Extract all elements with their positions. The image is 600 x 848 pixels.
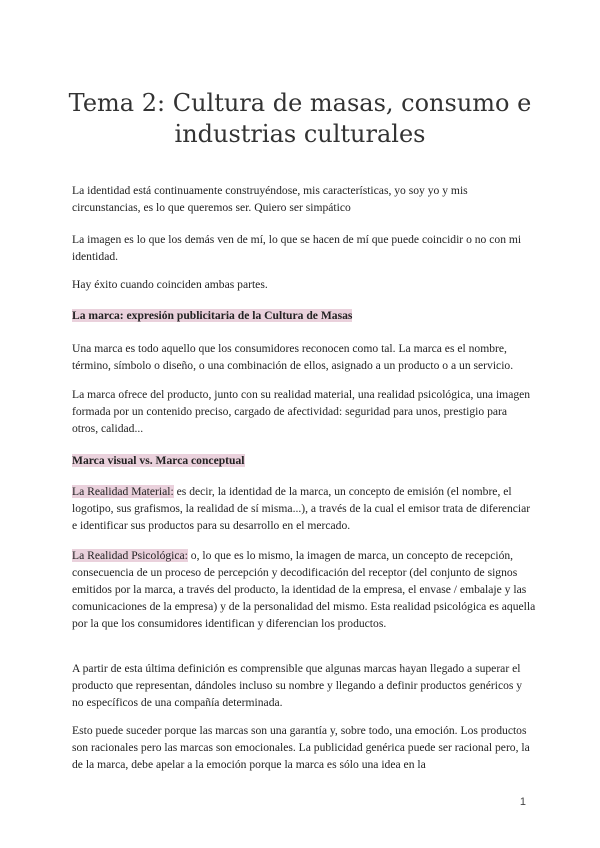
paragraph-text: es decir, la identidad de la marca, un concepto de emisión (el nombre, el logotipo, sus grafismos, la realidad de sí misma...), a través de la cual el emisor trata de diferenciar e identificar sus productos para su desarrollo en el mercado. (72, 485, 531, 532)
term-highlight: La Realidad Psicológica: (72, 549, 188, 562)
page-title: Tema 2: Cultura de masas, consumo e industrias culturales (68, 89, 532, 148)
paragraph-brand-offer: La marca ofrece del producto, junto con su realidad material, una realidad psicológica, una imagen formada por un contenido preciso, cargado de afectividad: seguridad para unos, prestigio para otros, calidad... (72, 388, 531, 435)
paragraph-brands-emotion: Esto puede suceder porque las marcas son una garantía y, sobre todo, una emoción. Los productos son racionales pero las marcas son emocionales. La publicidad genérica puede ser racional pero, la de la marca, debe apelar a la emoción porque la marca es sólo una idea en la (72, 724, 530, 771)
paragraph-identity: La identidad está continuamente construyéndose, mis características, yo soy yo y mis circunstancias, es lo que queremos ser. Quiero ser simpático (72, 184, 468, 214)
paragraph-brand-definition: Una marca es todo aquello que los consumidores reconocen como tal. La marca es el nombre, término, símbolo o diseño, o una combinación de ellos, asignado a un producto o a un servicio. (72, 342, 514, 372)
term-highlight: La Realidad Material: (72, 485, 174, 498)
page-number: 1 (519, 796, 526, 808)
paragraph-brands-surpass: A partir de esta última definición es comprensible que algunas marcas hayan llegado a superar el producto que representan, dándoles incluso su nombre y llegando a definir productos genéricos y no específicos de una compañía determinada. (72, 662, 523, 709)
paragraph-image: La imagen es lo que los demás ven de mí, lo que se hacen de mí que puede coincidir o no con mi identidad. (72, 233, 522, 263)
heading-highlight: Marca visual vs. Marca conceptual (72, 454, 245, 467)
paragraph-psychological-reality (72, 547, 536, 632)
paragraph-material-reality (72, 483, 536, 534)
paragraph-success: Hay éxito cuando coinciden ambas partes. (72, 278, 268, 291)
paragraph-text: o, lo que es lo mismo, la imagen de marca, un concepto de recepción, consecuencia de un proceso de percepción y decodificación del receptor (del conjunto de signos emitidos por la marca, a través del producto, la identidad de la empresa, el envase / embalaje y las comunicaciones de la empresa) y de la personalidad del mismo. Esta realidad psicológica es aquella por la que los consumidores identifican y diferencian los productos. (72, 549, 536, 630)
heading-highlight: La marca: expresión publicitaria de la Cultura de Masas (72, 309, 353, 322)
section-heading-visual-vs-conceptual (72, 452, 245, 469)
section-heading-brand (72, 307, 352, 324)
